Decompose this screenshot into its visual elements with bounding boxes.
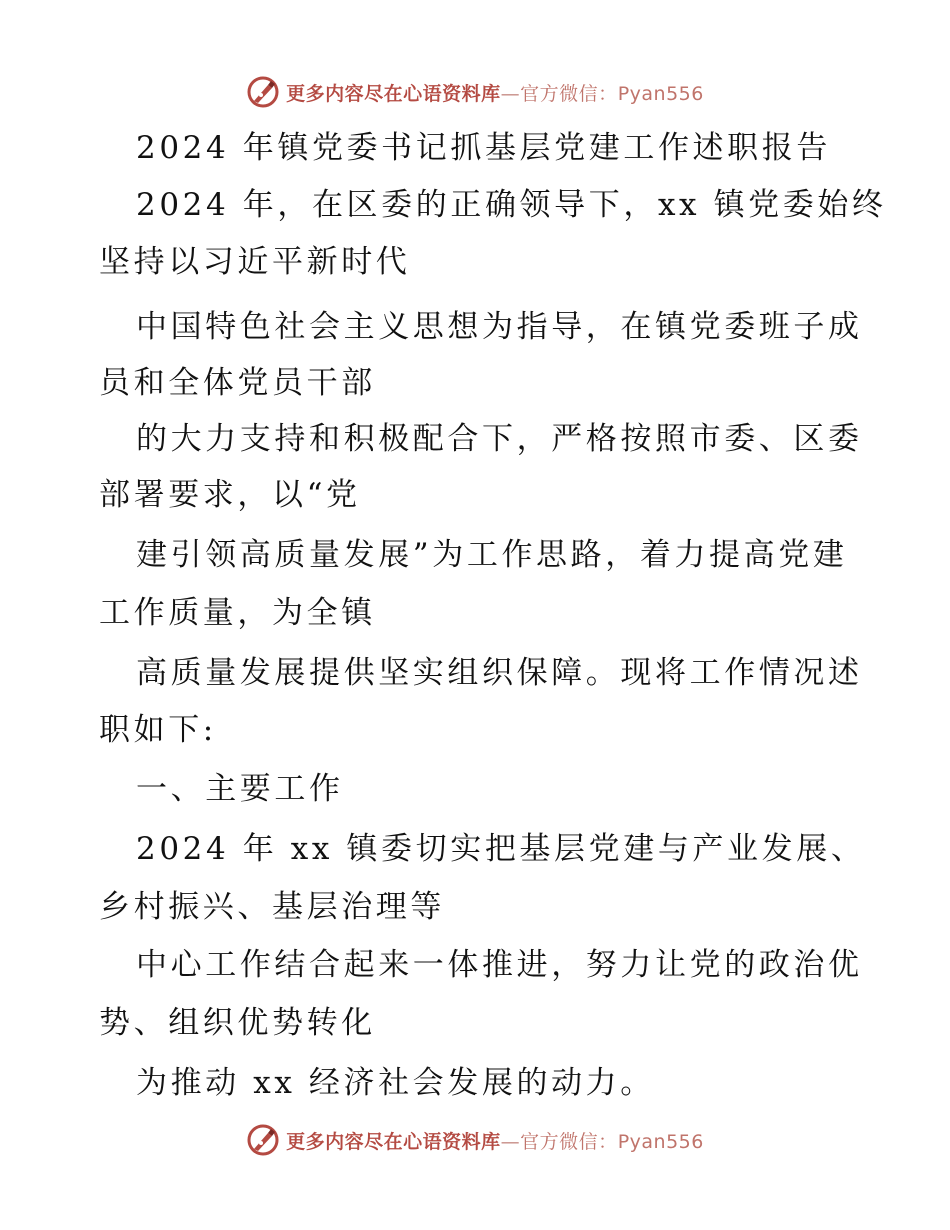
paragraph-line: 2024 年，在区委的正确领导下，xx 镇党委始终	[136, 187, 887, 223]
paragraph-line: 的大力支持和积极配合下，严格按照市委、区委	[136, 421, 863, 457]
paragraph-line: 坚持以习近平新时代	[99, 244, 411, 280]
watermark-dash: —	[500, 1130, 521, 1153]
paragraph-line: 部署要求，以“党	[99, 477, 361, 513]
watermark-main-text: 更多内容尽在心语资料库	[286, 1130, 501, 1153]
watermark-id: Pyan556	[617, 1130, 704, 1153]
paragraph-line: 工作质量，为全镇	[99, 595, 376, 631]
paragraph-line: 员和全体党员干部	[99, 365, 376, 401]
paragraph-line: 势、组织优势转化	[99, 1005, 376, 1041]
paragraph-line: 职如下:	[99, 712, 217, 748]
paragraph-line: 乡村振兴、基层治理等	[99, 889, 445, 925]
watermark-sub-text: 官方微信：	[520, 82, 618, 105]
paragraph-line: 2024 年 xx 镇委切实把基层党建与产业发展、	[136, 831, 866, 867]
watermark-footer	[0, 1120, 950, 1160]
document-title: 2024 年镇党委书记抓基层党建工作述职报告	[136, 130, 831, 166]
paragraph-line: 中心工作结合起来一体推进，努力让党的政治优	[136, 947, 863, 983]
pen-logo-icon	[246, 75, 280, 109]
paragraph-line: 高质量发展提供坚实组织保障。现将工作情况述	[136, 655, 863, 691]
watermark-id: Pyan556	[617, 82, 704, 105]
watermark-sub-text: 官方微信：	[520, 1130, 618, 1153]
paragraph-line: 为推动 xx 经济社会发展的动力。	[136, 1065, 655, 1101]
paragraph-line: 中国特色社会主义思想为指导，在镇党委班子成	[136, 309, 863, 345]
watermark-main-text: 更多内容尽在心语资料库	[286, 82, 501, 105]
section-heading: 一、主要工作	[136, 771, 344, 807]
pen-logo-icon	[246, 1123, 280, 1157]
paragraph-line: 建引领高质量发展”为工作思路，着力提高党建	[136, 537, 848, 573]
watermark-header	[0, 72, 950, 112]
watermark-dash: —	[500, 82, 521, 105]
